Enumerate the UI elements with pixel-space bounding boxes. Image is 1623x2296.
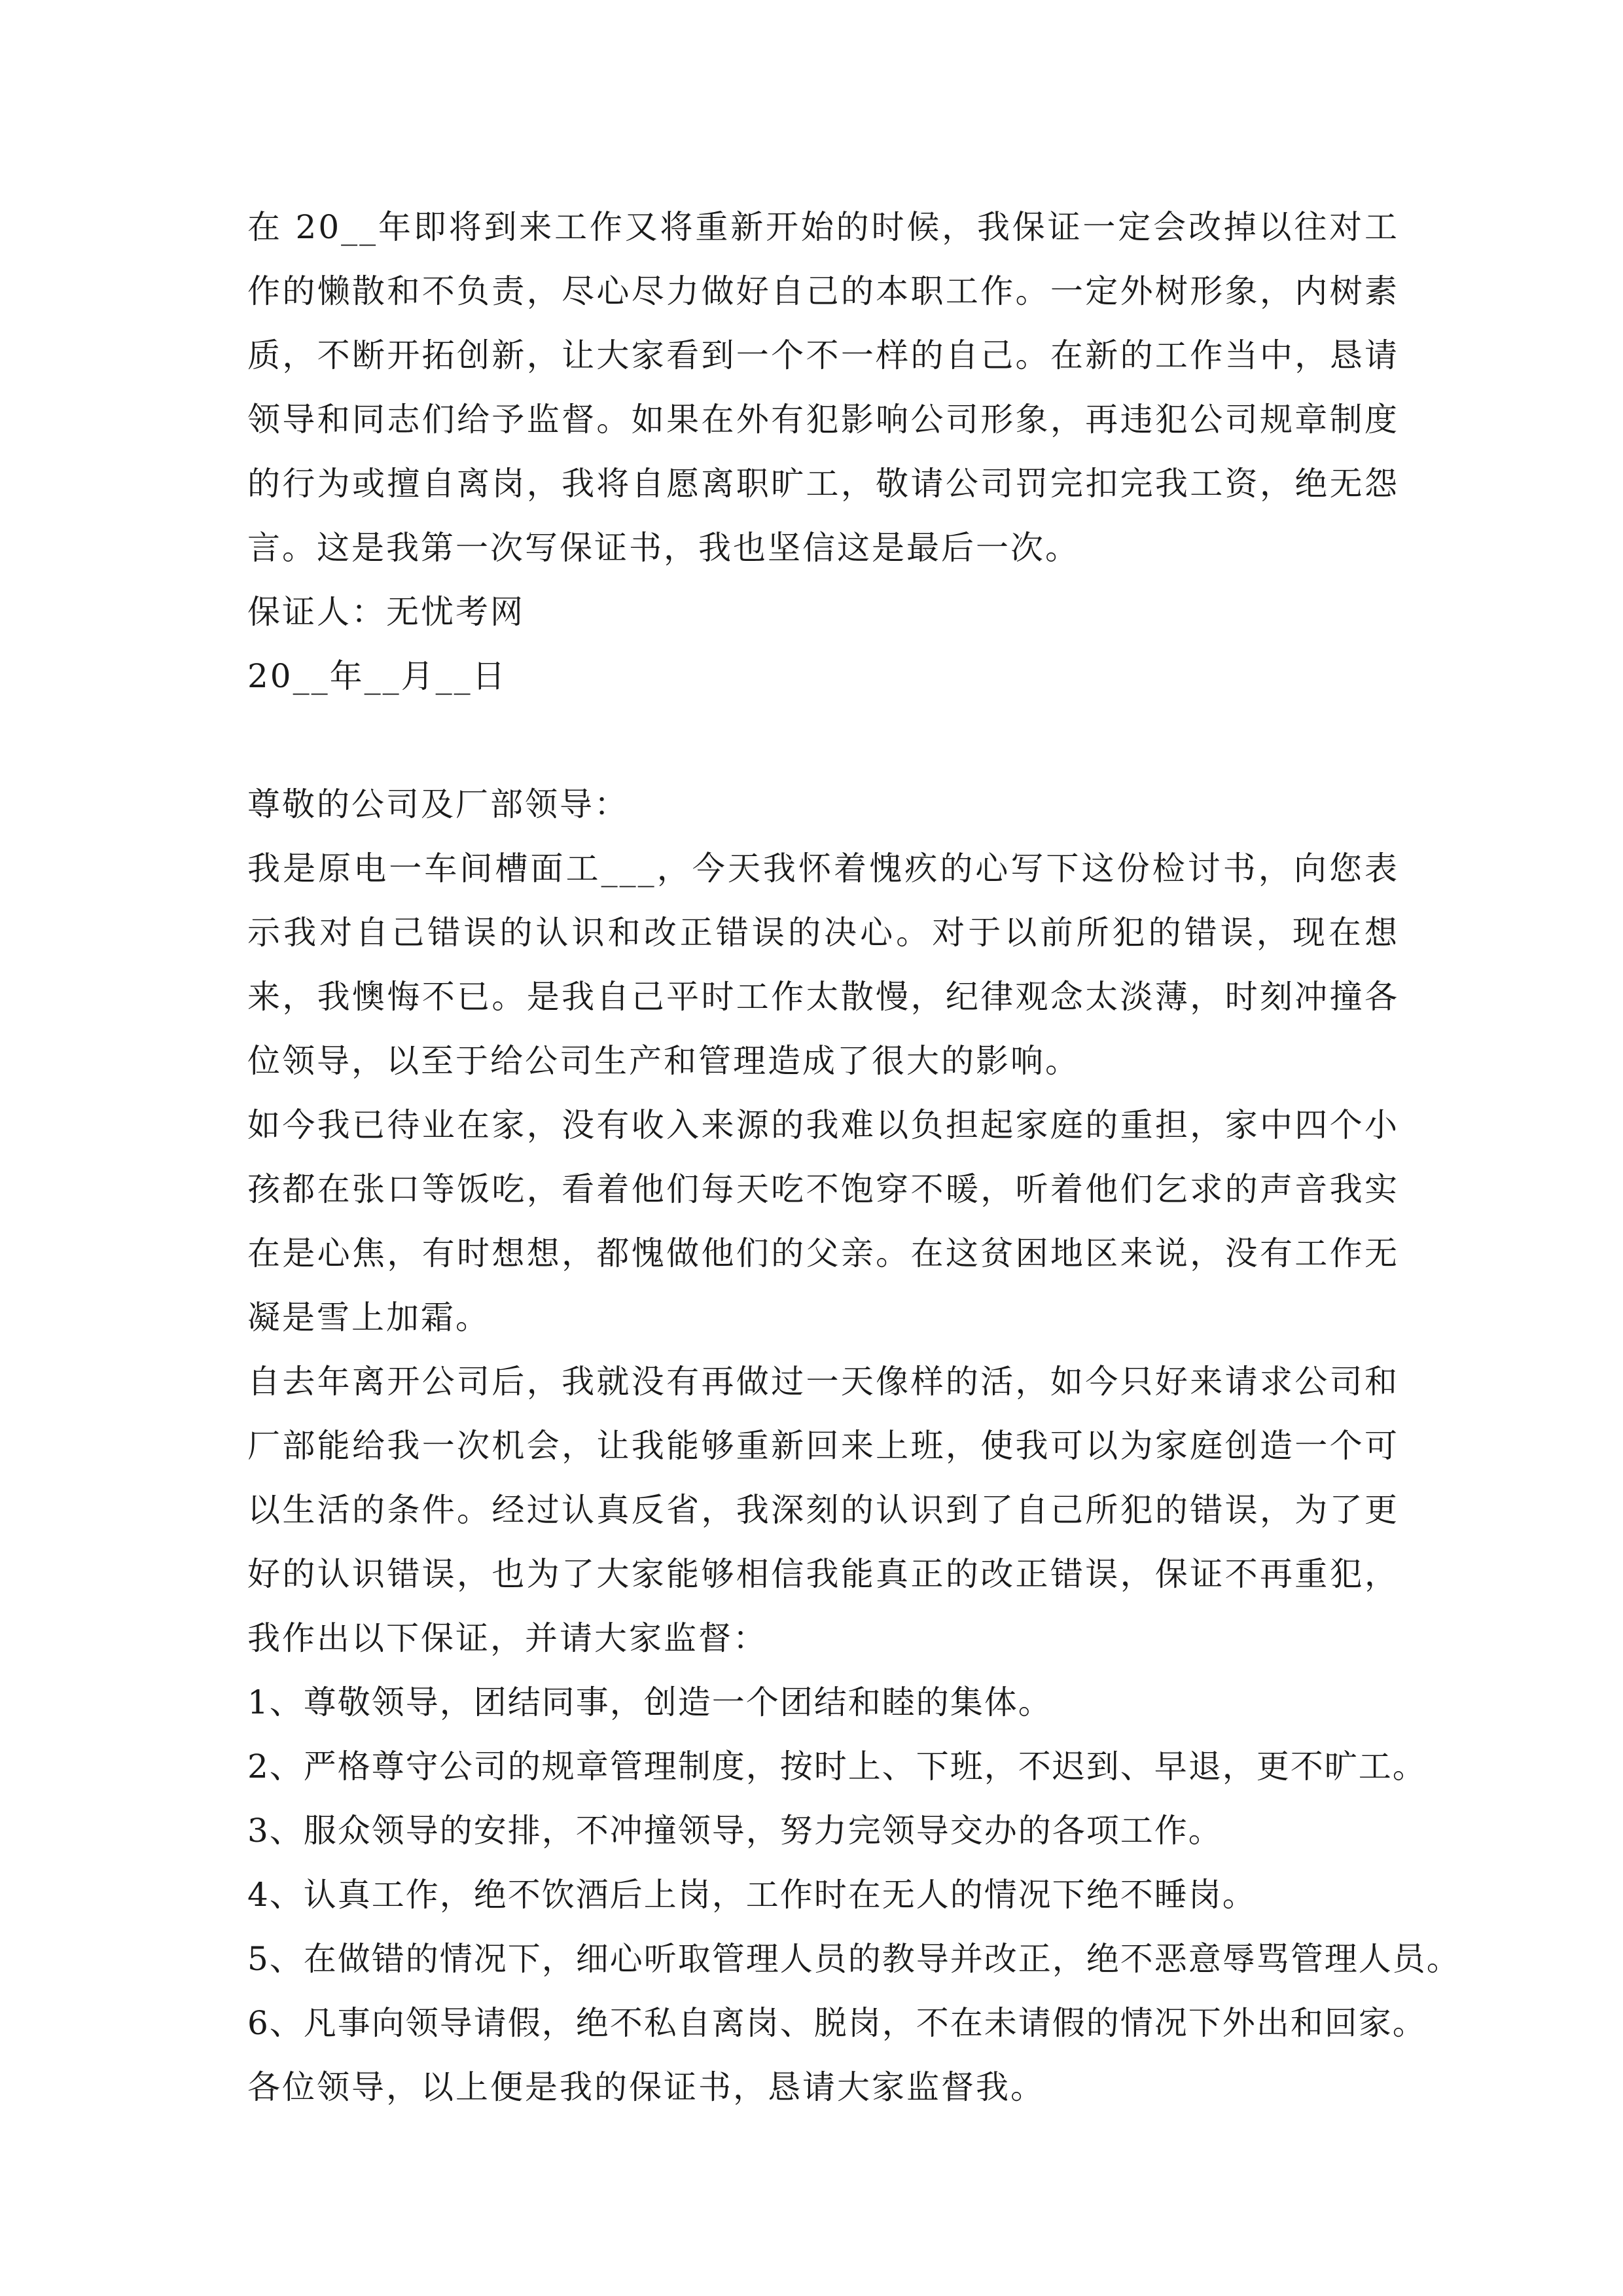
pledge-item: 4、认真工作，绝不饮酒后上岗，工作时在无人的情况下绝不睡岗。 [247, 1876, 1257, 1914]
guarantee-paragraph: 在 20__年即将到来工作又将重新开始的时候，我保证一定会改掉以往对工作的懒散和不负责，尽心尽力做好自己的本职工作。一定外树形象，内树素质，不断开拓创新，让大家看到一个不一样的自己。在新的工作当中，恳请领导和同志们给予监督。如果在外有犯影响公司形象，再违犯公司规章制度的行为或擅自离岗，我将自愿离职旷工，敬请公司罚完扣完我工资，绝无怨言。这是我第一次写保证书，我也坚信这是最后一次。 [247, 208, 1399, 567]
pledge-item: 5、在做错的情况下，细心听取管理人员的教导并改正，绝不恶意辱骂管理人员。 [247, 1940, 1461, 1978]
salutation: 尊敬的公司及厂部领导： [247, 785, 629, 823]
pledge-list [247, 1670, 1461, 2055]
pledge-item: 2、严格尊守公司的规章管理制度，按时上、下班，不迟到、早退，更不旷工。 [247, 1748, 1427, 1785]
family-situation-paragraph: 如今我已待业在家，没有收入来源的我难以负担起家庭的重担，家中四个小孩都在张口等饭吃，看着他们每天吃不饱穿不暖，听着他们乞求的声音我实在是心焦，有时想想，都愧做他们的父亲。在这贫困地区来说，没有工作无凝是雪上加霜。 [247, 1106, 1399, 1336]
section-divider-space [247, 708, 1399, 772]
request-paragraph: 自去年离开公司后，我就没有再做过一天像样的活，如今只好来请求公司和厂部能给我一次机会，让我能够重新回来上班，使我可以为家庭创造一个可以生活的条件。经过认真反省，我深刻的认识到了自己所犯的错误，为了更好的认识错误，也为了大家能够相信我能真正的改正错误，保证不再重犯，我作出以下保证，并请大家监督： [247, 1363, 1399, 1657]
pledge-item: 1、尊敬领导，团结同事，创造一个团结和睦的集体。 [247, 1683, 1052, 1721]
closing-line: 各位领导，以上便是我的保证书，恳请大家监督我。 [247, 2068, 1045, 2106]
self-criticism-paragraph: 我是原电一车间槽面工___，今天我怀着愧疚的心写下这份检讨书，向您表示我对自己错误的认识和改正错误的决心。对于以前所犯的错误，现在想来，我懊悔不已。是我自己平时工作太散慢，纪律观念太淡薄，时刻冲撞各位领导，以至于给公司生产和管理造成了很大的影响。 [247, 850, 1399, 1080]
date-line: 20__年__月__日 [247, 657, 507, 695]
pledge-item: 3、服众领导的安排，不冲撞领导，努力完领导交办的各项工作。 [247, 1812, 1222, 1850]
guarantor-line: 保证人：无忧考网 [247, 593, 525, 631]
document-body [247, 195, 1461, 2119]
pledge-item: 6、凡事向领导请假，绝不私自离岗、脱岗，不在未请假的情况下外出和回家。 [247, 2004, 1427, 2042]
